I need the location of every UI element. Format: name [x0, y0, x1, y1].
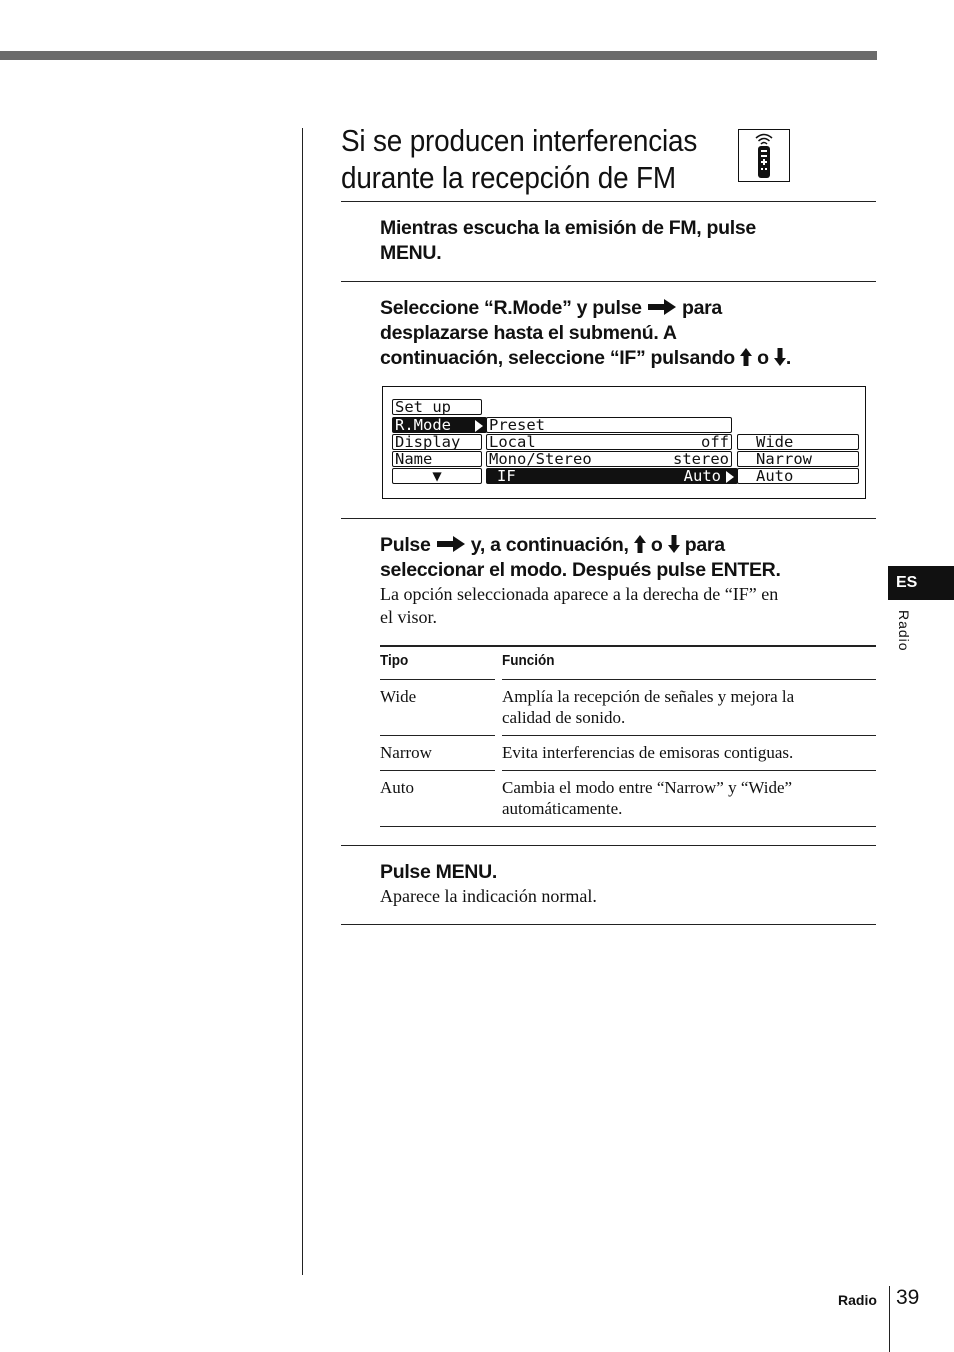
- remote-control-icon: [738, 129, 790, 182]
- up-arrow-icon: [634, 535, 646, 553]
- divider: [341, 845, 876, 846]
- table-rule: [380, 770, 495, 771]
- display-option: Wide: [737, 434, 859, 450]
- display-submenu-item-selected: IF Auto: [486, 468, 738, 484]
- footer-divider: [889, 1286, 890, 1352]
- footer-section-name: Radio: [838, 1292, 877, 1308]
- language-tab: ES: [888, 566, 954, 600]
- table-cell-tipo: Narrow: [380, 743, 432, 762]
- section-side-label: Radio: [896, 610, 912, 652]
- table-bottom-rule: [380, 826, 876, 827]
- play-triangle-icon: [475, 420, 483, 432]
- display-menu-item: Name: [392, 451, 482, 467]
- step-3-instruction: Pulse y, a continuación, o para seleccionar el modo. Después pulse ENTER.: [380, 534, 781, 581]
- display-option: Auto: [737, 468, 859, 484]
- table-header-tipo: Tipo: [380, 652, 409, 669]
- table-cell-tipo: Auto: [380, 778, 414, 797]
- table-header-funcion: Función: [502, 652, 555, 669]
- right-arrow-icon: [436, 536, 466, 552]
- table-cell-funcion: Amplía la recepción de señales y mejora la calidad de sonido.: [502, 687, 795, 727]
- table-cell-funcion: Cambia el modo entre “Narrow” y “Wide” automáticamente.: [502, 778, 793, 818]
- page-title: [341, 122, 701, 196]
- divider: [341, 281, 876, 282]
- table-rule: [502, 735, 876, 736]
- divider: [341, 201, 876, 202]
- table-rule: [380, 679, 495, 680]
- display-submenu-item: Preset: [486, 417, 732, 433]
- page-number: 39: [896, 1286, 920, 1309]
- down-arrow-icon: [774, 348, 786, 366]
- top-rule: [0, 51, 877, 60]
- down-arrow-icon: [668, 535, 680, 553]
- display-submenu-item: Local off: [486, 434, 732, 450]
- divider: [341, 924, 876, 925]
- table-cell-tipo: Wide: [380, 687, 417, 706]
- step-4-note: Aparece la indicación normal.: [380, 886, 597, 906]
- title-line-1: Si se producen interferencias: [341, 123, 698, 158]
- display-menu-item: Display: [392, 434, 482, 450]
- right-arrow-icon: [647, 299, 677, 315]
- display-panel: [382, 386, 866, 499]
- display-more-indicator: ▼: [392, 468, 482, 484]
- table-rule: [380, 735, 495, 736]
- step-3-note: La opción seleccionada aparece a la derecha de “IF” en el visor.: [380, 584, 779, 627]
- display-menu-item: Set up: [392, 399, 482, 415]
- divider: [341, 518, 876, 519]
- step-1-instruction: Mientras escucha la emisión de FM, pulse MENU.: [380, 217, 756, 264]
- play-triangle-icon: [726, 471, 734, 483]
- display-option: Narrow: [737, 451, 859, 467]
- up-arrow-icon: [740, 348, 752, 366]
- table-rule: [502, 770, 876, 771]
- table-cell-funcion: Evita interferencias de emisoras contiguas.: [502, 743, 794, 762]
- left-margin-rule: [302, 128, 303, 1275]
- table-rule: [502, 679, 876, 680]
- step-2-instruction: Seleccione “R.Mode” y pulse para desplazarse hasta el submenú. A continuación, seleccione “IF” pulsando o .: [380, 297, 791, 369]
- step-4-instruction: Pulse MENU.: [380, 861, 497, 883]
- table-top-rule: [380, 645, 876, 647]
- display-menu-item-selected: R.Mode: [392, 417, 487, 433]
- title-line-2: durante la recepción de FM: [341, 160, 676, 195]
- display-submenu-item: Mono/Stereo stereo: [486, 451, 732, 467]
